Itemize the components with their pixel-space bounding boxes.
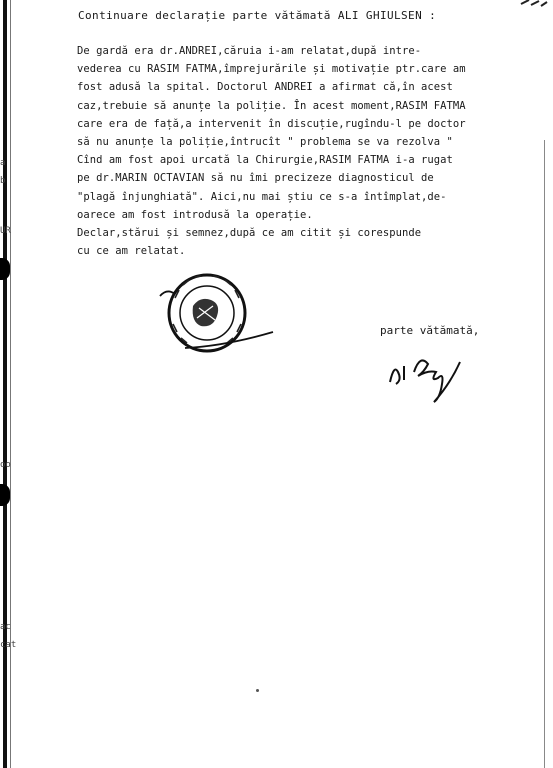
- body-line: care era de față,a intervenit în discuție,rugîndu-l pe doctor: [77, 117, 466, 130]
- edge-fragment: ac: [0, 622, 11, 632]
- punch-hole-icon: [0, 258, 10, 280]
- edge-fragment: UR: [0, 226, 11, 236]
- document-title: Continuare declarație parte vătămată ALI GHIULSEN :: [78, 9, 437, 22]
- edge-fragment: a: [0, 158, 6, 168]
- signature-icon: [380, 342, 470, 404]
- body-line: fost adusă la spital. Doctorul ANDREI a afirmat că,în acest: [77, 81, 453, 94]
- edge-fragment: b: [0, 176, 6, 186]
- body-line: De gardă era dr.ANDREI,căruia i-am relatat,după intre-: [77, 45, 422, 57]
- edge-fragment: cat: [0, 640, 17, 650]
- scan-edge-left: [3, 0, 7, 768]
- signer-label: parte vătămată,: [380, 324, 480, 337]
- scan-edge-line: [10, 0, 11, 768]
- body-line: Cînd am fost apoi urcată la Chirurgie,RASIM FATMA i-a rugat: [77, 154, 453, 167]
- declaration-body: [77, 42, 517, 260]
- body-line: pe dr.MARIN OCTAVIAN să nu îmi precizeze diagnosticul de: [77, 172, 434, 185]
- scan-edge-right: [544, 140, 545, 768]
- body-line: "plagă înjunghiată". Aici,nu mai știu ce s-a întîmplat,de-: [77, 190, 447, 203]
- corner-mark-icon: [519, 0, 549, 8]
- body-line: vederea cu RASIM FATMA,împrejurările și motivație ptr.care am: [77, 63, 466, 76]
- body-line: să nu anunțe la poliție,întrucît " problema se va rezolva ": [77, 135, 453, 148]
- edge-fragment: oo: [0, 460, 11, 470]
- body-line: Declar,stărui și semnez,după ce am citit și corespunde: [77, 226, 422, 239]
- scan-speck: [256, 689, 259, 692]
- punch-hole-icon: [0, 484, 10, 506]
- body-line: cu ce am relatat.: [77, 245, 186, 258]
- body-line: caz,trebuie să anunțe la poliție. În acest moment,RASIM FATMA: [77, 99, 466, 112]
- body-line: oarece am fost introdusă la operație.: [77, 208, 313, 221]
- seal-stamp-icon: [155, 268, 275, 358]
